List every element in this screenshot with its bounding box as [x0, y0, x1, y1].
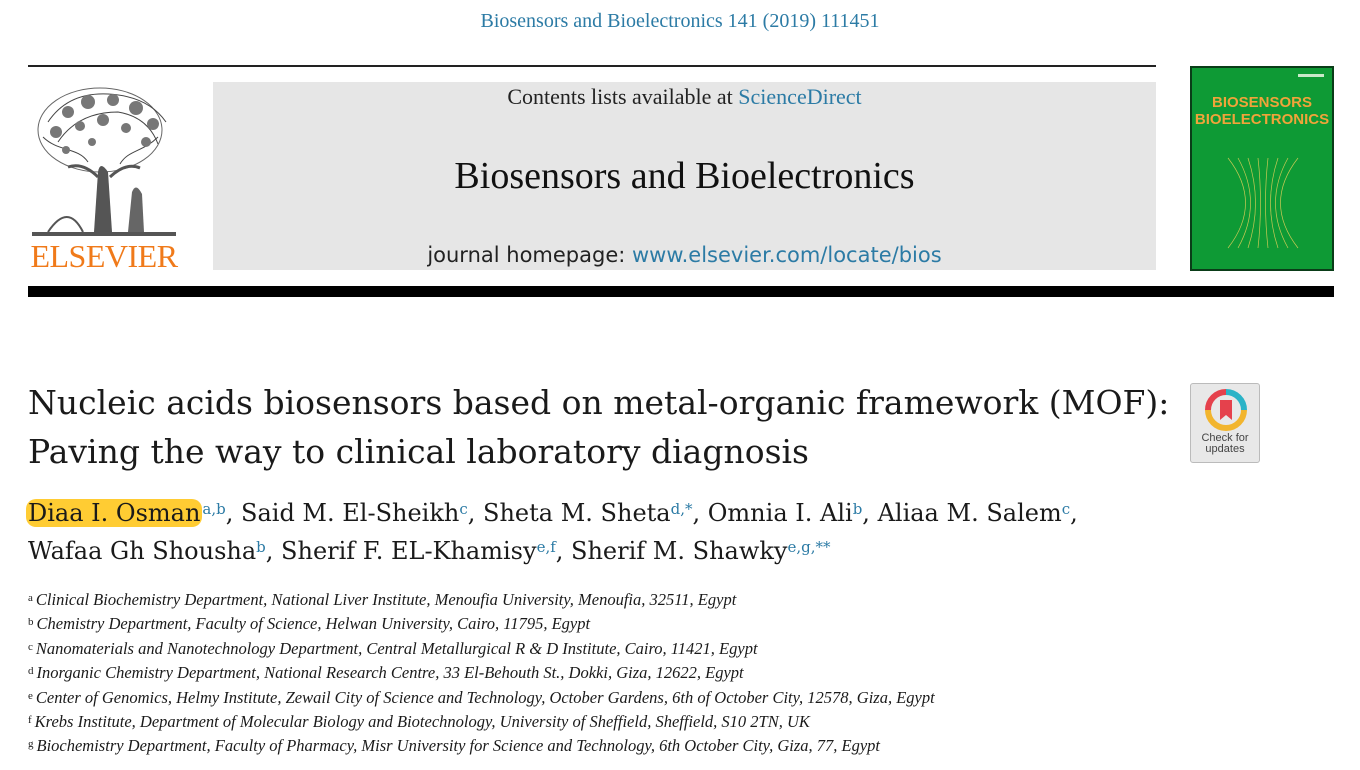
affiliation-text: Chemistry Department, Faculty of Science, Helwan University, Cairo, 11795, Egypt: [36, 614, 591, 634]
author-name[interactable]: Sherif F. EL-Khamisy: [281, 537, 537, 565]
author-affiliation-sup[interactable]: d,*: [670, 500, 693, 518]
cover-title: [1192, 94, 1332, 128]
journal-masthead: [213, 82, 1156, 270]
author-name[interactable]: Aliaa M. Salem: [877, 499, 1062, 527]
author-entry: [571, 537, 830, 565]
affiliation-item: [28, 686, 1128, 710]
affiliation-text: Biochemistry Department, Faculty of Pharmacy, Misr University for Science and Technology, 6th October City, Giza, 77, Egypt: [36, 736, 880, 756]
affiliation-item: [28, 612, 1128, 636]
author-entry: Diaa I. Osman $^{a,b}$,: [28, 499, 242, 527]
author-entry: Omnia I. Ali$^b$,: [707, 499, 878, 527]
top-divider: [28, 65, 1156, 67]
check-for-updates-button[interactable]: [1190, 383, 1260, 463]
author-name[interactable]: Wafaa Gh Shousha: [28, 537, 257, 565]
author-entry: Wafaa Gh Shousha$^b$,: [28, 537, 282, 565]
author-list: [28, 494, 1168, 570]
affiliation-list: [28, 588, 1128, 759]
affiliation-key: d: [28, 665, 34, 678]
affiliation-item: [28, 637, 1128, 661]
elsevier-wordmark[interactable]: ELSEVIER: [30, 238, 178, 274]
check-updates-line2: updates: [1205, 443, 1245, 455]
author-affiliation-sup[interactable]: c: [1061, 500, 1071, 518]
author-affiliation-sup[interactable]: c: [459, 500, 468, 518]
check-updates-line1: Check for: [1201, 432, 1249, 444]
affiliation-key: b: [28, 616, 34, 629]
crossmark-icon: [1191, 386, 1261, 434]
author-entry: Sherif F. EL-Khamisy$^{e,f}$,: [281, 537, 572, 565]
affiliation-item: [28, 734, 1128, 758]
affiliation-item: [28, 710, 1128, 734]
affiliation-text: Nanomaterials and Nanotechnology Department, Central Metallurgical R & D Institute, Cairo, 11421, Egypt: [35, 638, 758, 658]
author-name[interactable]: Said M. El-Sheikh: [241, 499, 460, 527]
author-name[interactable]: Omnia I. Ali: [707, 499, 853, 527]
cover-title-line2: BIOELECTRONICS: [1194, 111, 1330, 128]
contents-available-line: [213, 84, 1156, 110]
header-thick-rule: [28, 286, 1334, 297]
author-affiliation-sup[interactable]: b: [852, 500, 863, 518]
affiliation-key: f: [28, 714, 32, 727]
contents-prefix: Contents lists available at: [507, 84, 739, 109]
journal-citation[interactable]: Biosensors and Bioelectronics 141 (2019) 111451: [480, 10, 880, 32]
affiliation-key: e: [28, 689, 33, 702]
journal-cover-image[interactable]: [1190, 66, 1334, 271]
author-entry: Aliaa M. Salem$^c$,: [877, 499, 1078, 527]
affiliation-text: Krebs Institute, Department of Molecular Biology and Biotechnology, University of Sheffield, Sheffield, S10 2TN, UK: [34, 712, 810, 732]
affiliation-key: g: [28, 738, 34, 751]
cover-issn-mark: [1298, 74, 1324, 77]
journal-homepage-line: [213, 243, 1156, 267]
author-affiliation-sup[interactable]: e,f: [536, 538, 556, 556]
homepage-prefix: journal homepage:: [427, 243, 632, 267]
affiliation-key: a: [28, 592, 33, 604]
author-affiliation-sup[interactable]: e,g,**: [787, 538, 831, 556]
cover-title-line1: BIOSENSORS: [1211, 94, 1313, 111]
author-entry: Said M. El-Sheikh$^c$,: [241, 499, 484, 527]
author-affiliation-sup[interactable]: b: [256, 538, 266, 556]
affiliation-item: [28, 588, 1128, 612]
author-name[interactable]: Diaa I. Osman: [28, 499, 201, 527]
journal-title: Biosensors and Bioelectronics: [454, 155, 915, 197]
affiliation-text: Center of Genomics, Helmy Institute, Zewail City of Science and Technology, October Gardens, 6th of October City, 12578, Giza, Egypt: [35, 687, 935, 707]
author-entry: Sheta M. Sheta$^{d,*}$,: [483, 499, 708, 527]
author-affiliation-sup[interactable]: a,b: [202, 500, 226, 518]
article-title: Nucleic acids biosensors based on metal-organic framework (MOF): Paving the way to clinical laboratory diagnosis: [28, 383, 1170, 471]
sciencedirect-link[interactable]: ScienceDirect: [738, 84, 862, 109]
journal-homepage-link[interactable]: www.elsevier.com/locate/bios: [632, 243, 942, 267]
cover-artwork-icon: [1218, 148, 1308, 258]
check-updates-label: [1191, 433, 1259, 455]
affiliation-key: c: [28, 640, 33, 653]
affiliation-text: Clinical Biochemistry Department, National Liver Institute, Menoufia University, Menoufia, 32511, Egypt: [35, 590, 737, 609]
affiliation-text: Inorganic Chemistry Department, National Research Centre, 33 El-Behouth St., Dokki, Giza, 12622, Egypt: [36, 663, 744, 683]
author-name[interactable]: Sherif M. Shawky: [571, 537, 788, 565]
affiliation-item: [28, 661, 1128, 685]
author-name[interactable]: Sheta M. Sheta: [483, 499, 671, 527]
